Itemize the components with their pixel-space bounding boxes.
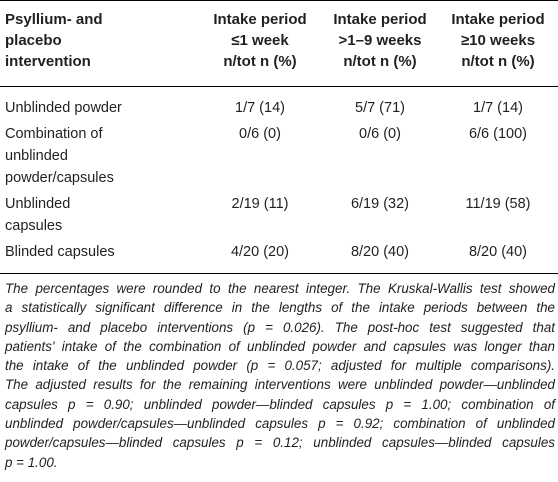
cell-unblinded-capsules-ge10: 11/19 (58) [465, 196, 531, 212]
footnote-line: unblinded powder/capsules—unblinded capsules p = 0.92; combination of unblinded [5, 416, 555, 432]
row-label-unblinded-powder: Unblinded powder [5, 100, 122, 116]
footnote-line: patients' intake of the combination of unblinded powder and capsules was longer than [5, 338, 555, 354]
header-intervention-line: placebo [5, 32, 62, 49]
header-intake-ge10-line: Intake period [451, 11, 545, 28]
header-intake-1to9-line: >1–9 weeks [338, 32, 422, 49]
header-intake-1to9-line: Intake period [333, 11, 427, 28]
row-label-blinded-capsules: Blinded capsules [5, 244, 115, 260]
table-bottom-rule [0, 273, 558, 274]
header-intake-le1 [200, 9, 320, 72]
header-intervention-line: Psyllium- and [5, 11, 103, 28]
cell-combination-1to9: 0/6 (0) [359, 126, 401, 142]
cell-combination-ge10: 6/6 (100) [468, 126, 528, 142]
header-intervention-line: intervention [5, 53, 91, 70]
header-intake-1to9-line: n/tot n (%) [343, 53, 417, 70]
cell-blinded-capsules-1to9: 8/20 (40) [350, 244, 410, 260]
header-intake-ge10 [438, 9, 558, 72]
row-label-combination [5, 123, 185, 189]
footnote-line: powder/capsules—blinded capsules p = 0.12; unblinded capsules—blinded capsules [5, 435, 555, 451]
header-intake-le1-line: n/tot n (%) [223, 53, 297, 70]
header-intake-ge10-line: ≥10 weeks [460, 32, 536, 49]
cell-unblinded-capsules-le1: 2/19 (11) [231, 196, 289, 212]
cell-blinded-capsules-le1: 4/20 (20) [230, 244, 290, 260]
row-label-unblinded-capsules [5, 193, 185, 237]
footnote-line: capsules p = 0.90; unblinded powder—blinded capsules p = 1.00; combination of [5, 396, 555, 412]
row-label-combination-line: unblinded [5, 148, 68, 164]
cell-combination-le1: 0/6 (0) [239, 126, 281, 142]
footnote-line: p = 1.00. [5, 454, 58, 470]
header-intake-le1-line: ≤1 week [231, 32, 289, 49]
row-label-combination-line: powder/capsules [5, 170, 114, 186]
table-footnote [5, 279, 555, 472]
cell-unblinded-powder-ge10: 1/7 (14) [473, 100, 523, 116]
cell-unblinded-capsules-1to9: 6/19 (32) [350, 196, 410, 212]
table-top-rule [0, 0, 558, 1]
cell-unblinded-powder-1to9: 5/7 (71) [355, 100, 405, 116]
header-intake-le1-line: Intake period [213, 11, 307, 28]
cell-blinded-capsules-ge10: 8/20 (40) [468, 244, 528, 260]
cell-unblinded-powder-le1: 1/7 (14) [235, 100, 285, 116]
row-label-unblinded-capsules-line: Unblinded [5, 196, 71, 212]
footnote-line: The percentages were rounded to the nearest integer. The Kruskal-Wallis test showed [5, 281, 555, 296]
header-bottom-rule [0, 86, 558, 87]
row-label-unblinded-capsules-line: capsules [5, 218, 63, 234]
header-intake-ge10-line: n/tot n (%) [461, 53, 535, 70]
header-intervention [5, 9, 175, 72]
header-intake-1to9 [320, 9, 440, 72]
row-label-combination-line: Combination of [5, 126, 103, 142]
footnote-line: a statistically significant difference in the lengths of the intake periods between the [5, 300, 555, 316]
footnote-line: the intake of the unblinded powder (p = 0.057; adjusted for multiple comparisons). [5, 358, 555, 374]
footnote-line: psyllium- and placebo interventions (p = 0.026). The post-hoc test suggested that [5, 319, 555, 335]
footnote-line: The adjusted results for the remaining interventions were unblinded powder—unblinded [5, 377, 555, 393]
